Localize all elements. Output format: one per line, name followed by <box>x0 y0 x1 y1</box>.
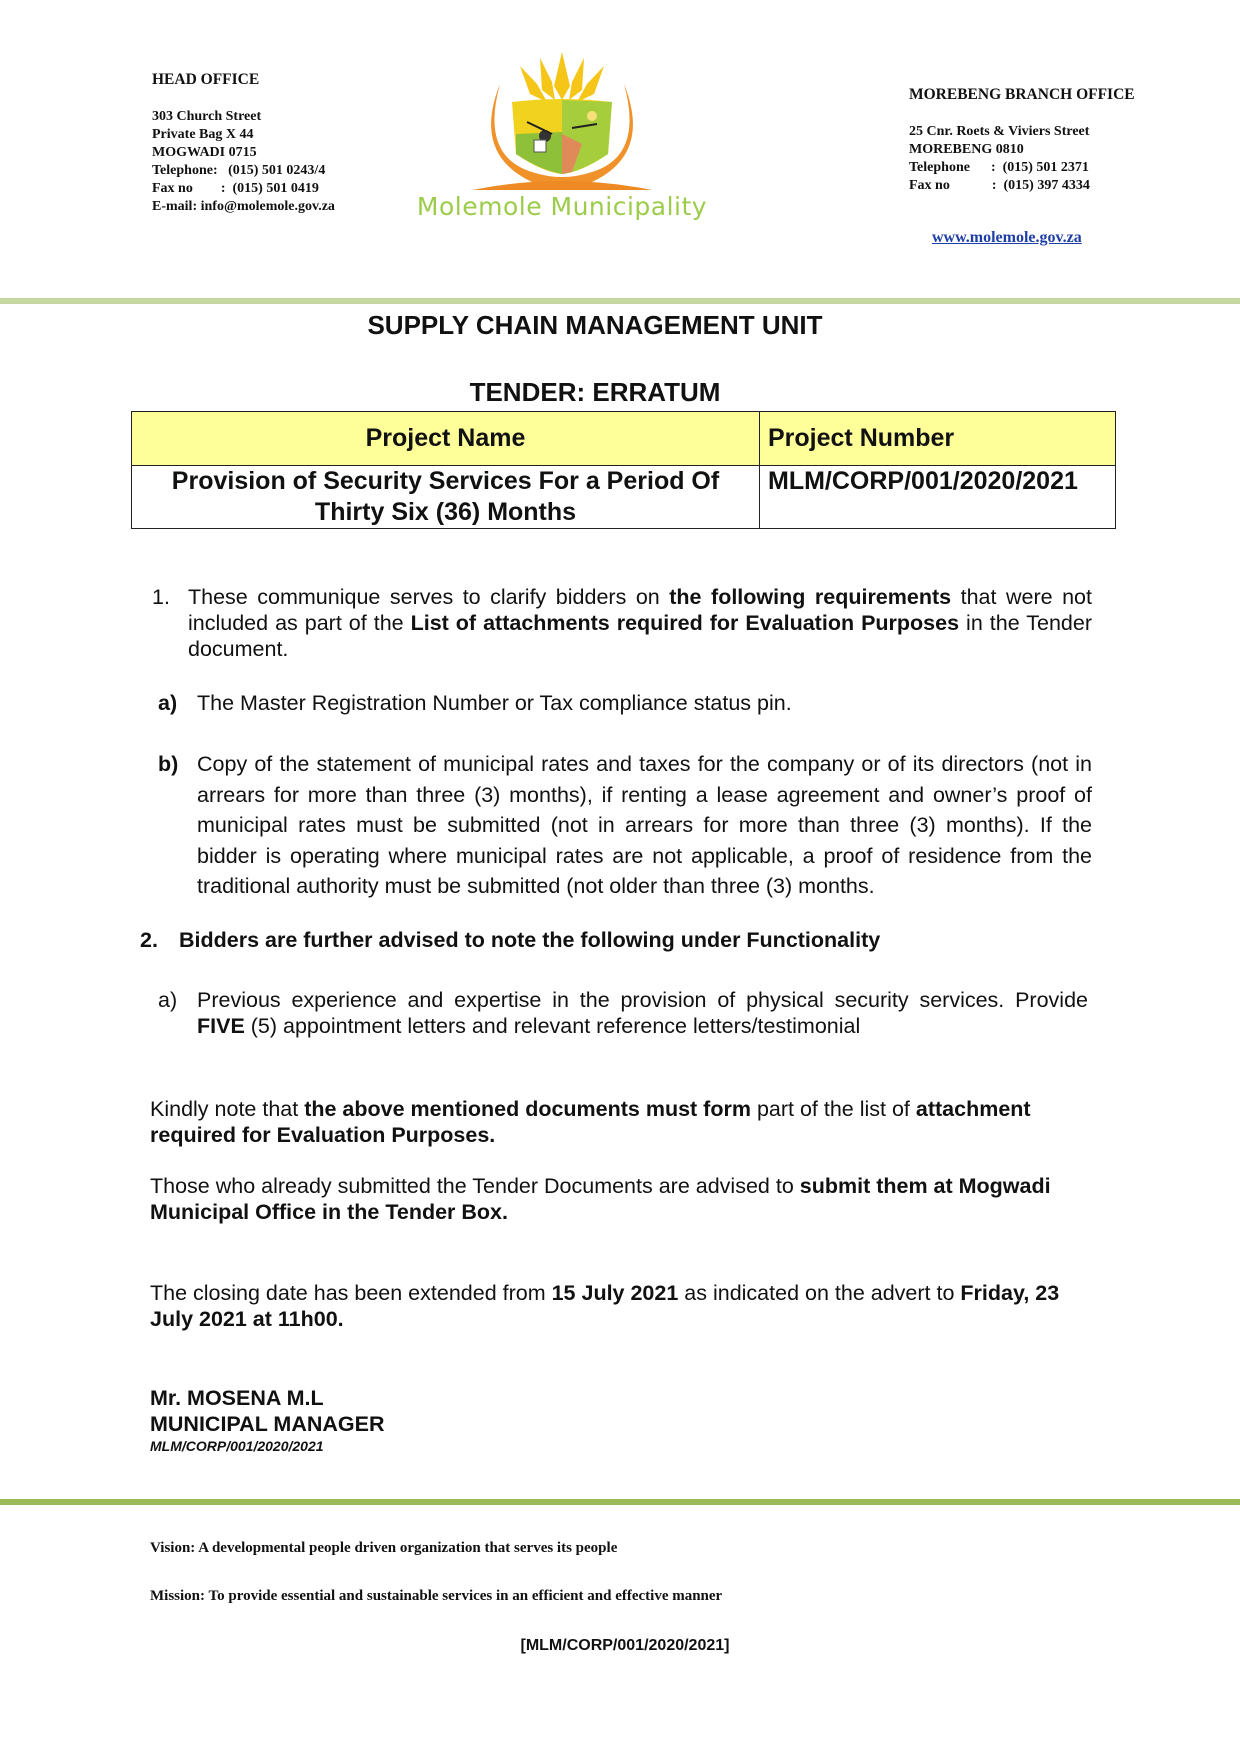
municipal-crest-icon <box>412 44 712 194</box>
column-header-project-name: Project Name <box>132 412 760 466</box>
municipality-logo <box>412 44 712 230</box>
head-office-title: HEAD OFFICE <box>152 71 260 88</box>
table-row <box>132 466 1116 529</box>
bold-span: submit them at Mogwadi Municipal Office in the Tender Box. <box>150 1174 1051 1224</box>
mission-statement: Mission: To provide essential and sustainable services in an efficient and effective manner <box>150 1588 723 1604</box>
branch-office-address: 25 Cnr. Roets & Viviers Street <box>909 124 1090 139</box>
signature-reference: MLM/CORP/001/2020/2021 <box>150 1438 324 1454</box>
branch-office-town: MOREBENG 0810 <box>909 142 1024 157</box>
section-1-item-b <box>158 749 1092 902</box>
website-link[interactable]: www.molemole.gov.za <box>932 229 1082 246</box>
text-span: The closing date has been extended from <box>150 1281 552 1305</box>
branch-office-title: MOREBENG BRANCH OFFICE <box>909 86 1135 103</box>
project-table <box>131 411 1116 529</box>
text-span: Previous experience and expertise in the provision of physical security services. Provide <box>197 988 1088 1012</box>
section-2-heading <box>140 927 1090 953</box>
footer-reference: [MLM/CORP/001/2020/2021] <box>520 1637 730 1654</box>
bold-span: Friday, 23 July 2021 at 11h00. <box>150 1281 1060 1331</box>
signature-block <box>150 1385 385 1455</box>
branch-office-telephone: Telephone : (015) 501 2371 <box>909 160 1089 175</box>
section-1-text <box>188 584 1092 662</box>
head-office-address: 303 Church Street <box>152 109 262 124</box>
project-number-cell: MLM/CORP/001/2020/2021 <box>760 466 1116 529</box>
project-name-cell: Provision of Security Services For a Period Of Thirty Six (36) Months <box>132 466 760 529</box>
section-1 <box>152 584 1092 662</box>
text-span: in the Tender document. <box>188 611 1092 661</box>
municipality-name: Molemole Municipality <box>416 192 708 221</box>
section-2-item-a <box>158 987 1088 1039</box>
vision-statement: Vision: A developmental people driven organization that serves its people <box>150 1540 618 1556</box>
head-office-telephone: Telephone: (015) 501 0243/4 <box>152 163 326 178</box>
bold-span: attachment required for Evaluation Purposes. <box>150 1097 1031 1147</box>
footer-divider <box>0 1499 1240 1505</box>
text-span: These communique serves to clarify bidders on <box>188 585 670 609</box>
head-office-town: MOGWADI 0715 <box>152 145 257 160</box>
head-office-postal: Private Bag X 44 <box>152 127 254 142</box>
section-2-heading-text: Bidders are further advised to note the following under Functionality <box>179 928 881 952</box>
bold-span: List of attachments required for Evaluation Purposes <box>410 611 960 635</box>
header-divider <box>0 298 1240 304</box>
signatory-name: Mr. MOSENA M.L <box>150 1386 324 1410</box>
section-1-item-a <box>158 690 1088 716</box>
section-2-number: 2. <box>140 928 158 952</box>
note-paragraph <box>150 1096 1095 1148</box>
section-1-number: 1. <box>152 585 170 609</box>
bold-span: the following requirements <box>669 585 952 609</box>
item-label: b) <box>158 752 179 776</box>
text-span: as indicated on the advert to <box>678 1281 961 1305</box>
head-office-email: E-mail: info@molemole.gov.za <box>152 199 335 214</box>
item-text: Copy of the statement of municipal rates and taxes for the company or of its directors (not in arrears for more than three (3) months), if renting a lease agreement and owner’s proof of municipal rates must be submitted (not in arrears for more than three (3) months). If the bidder is operating where municipal rates are not applicable, a proof of residence from the traditional authority must be submitted (not older than three (3) months. <box>197 752 1092 898</box>
item-label: a) <box>158 988 178 1012</box>
submit-paragraph <box>150 1173 1095 1225</box>
item-label: a) <box>158 691 178 715</box>
closing-date-paragraph <box>150 1280 1095 1332</box>
signatory-title: MUNICIPAL MANAGER <box>150 1412 385 1436</box>
text-span: Kindly note that <box>150 1097 305 1121</box>
branch-office-fax: Fax no : (015) 397 4334 <box>909 178 1090 193</box>
bold-span: the above mentioned documents must form <box>304 1097 751 1121</box>
tender-title: TENDER: ERRATUM <box>469 377 721 407</box>
head-office-block <box>152 71 335 216</box>
column-header-project-number: Project Number <box>760 412 1116 466</box>
text-span: part of the list of <box>750 1097 916 1121</box>
text-span: Those who already submitted the Tender Documents are advised to <box>150 1174 800 1198</box>
text-span: that were not included as part of the <box>188 585 1092 635</box>
item-text: The Master Registration Number or Tax compliance status pin. <box>197 691 792 715</box>
item-text <box>197 987 1088 1039</box>
branch-office-block <box>909 86 1135 195</box>
unit-title: SUPPLY CHAIN MANAGEMENT UNIT <box>367 310 823 340</box>
table-header-row <box>132 412 1116 466</box>
text-span: (5) appointment letters and relevant reference letters/testimonial <box>244 1014 861 1038</box>
bold-span: FIVE <box>197 1014 245 1038</box>
head-office-fax: Fax no : (015) 501 0419 <box>152 181 319 196</box>
bold-span: 15 July 2021 <box>551 1281 679 1305</box>
